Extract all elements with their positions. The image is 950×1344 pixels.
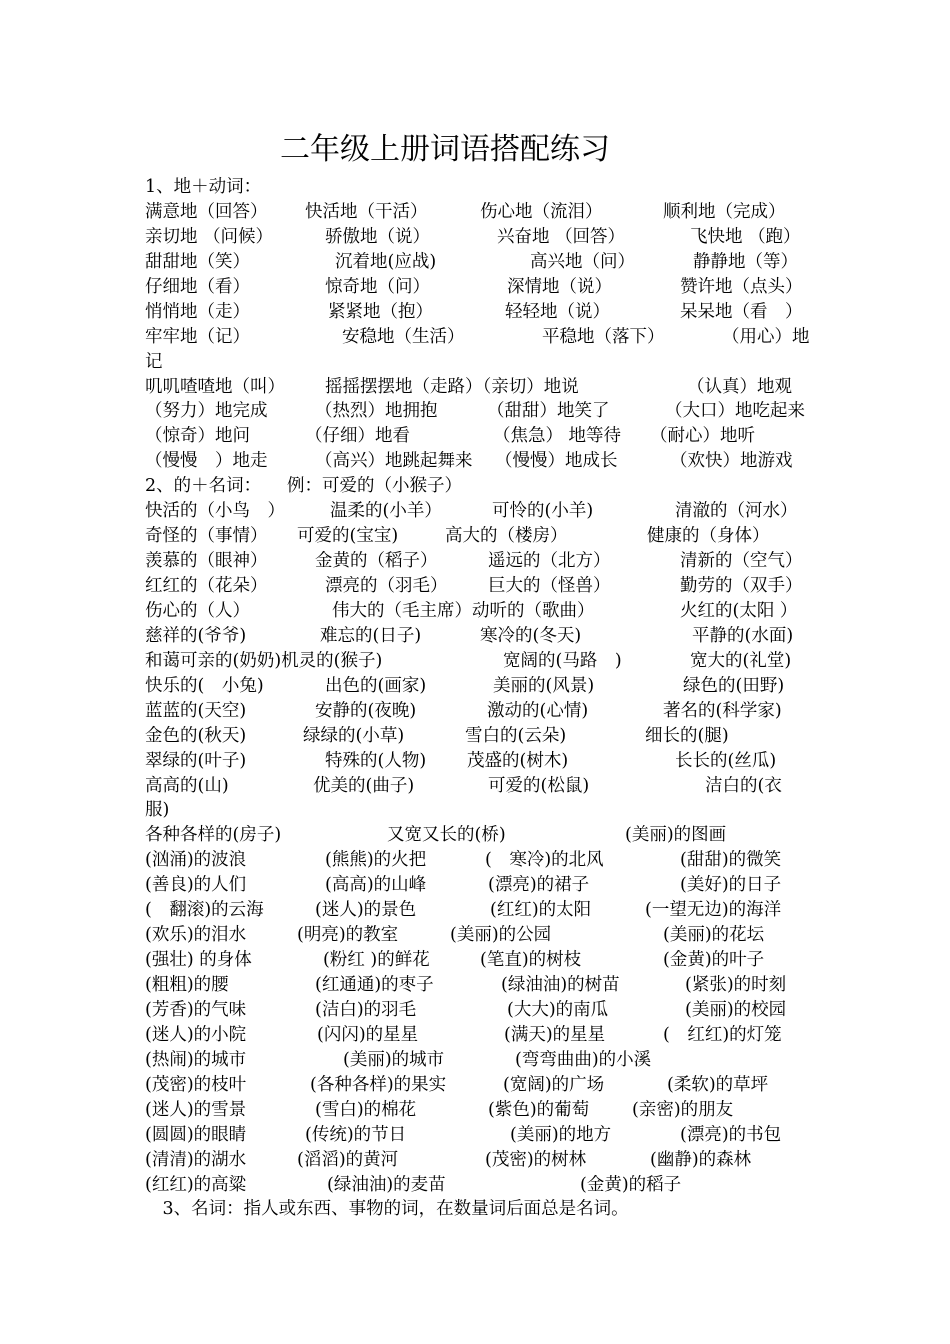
text-line (145, 200, 825, 225)
word-pair: (闪闪)的星星 (317, 1024, 419, 1045)
word-pair: 例：可爱的（小猴子） (287, 476, 462, 497)
word-pair: 清新的（空气） (680, 551, 803, 572)
word-pair: (红红)的太阳 (490, 900, 592, 921)
text-line (145, 873, 825, 898)
word-pair: 惊奇地（问） (325, 276, 430, 297)
word-pair: 骄傲地（说） (325, 226, 430, 247)
text-line (145, 1098, 825, 1123)
word-pair: (亲密)的朋友 (632, 1099, 734, 1120)
word-pair: （仔细）地看 (305, 426, 410, 447)
text-line (145, 325, 825, 350)
word-pair: 高高的(山) (145, 775, 229, 796)
text-line (145, 749, 825, 774)
text-line (145, 774, 825, 799)
word-pair: 寒冷的(冬天) (480, 625, 582, 646)
word-pair: 2、的＋名词： (145, 476, 262, 497)
word-pair: (茂密)的树林 (485, 1149, 587, 1170)
text-line (145, 375, 825, 400)
word-pair: 呆呆地（看 ） (680, 301, 803, 322)
word-pair: 茂盛的(树木) (467, 750, 569, 771)
word-pair: 羡慕的（眼神） (145, 551, 268, 572)
word-pair: (漂亮)的裙子 (488, 875, 590, 896)
word-pair: (美丽)的城市 (343, 1049, 445, 1070)
word-pair: 巨大的（怪兽） (488, 576, 611, 596)
text-line (145, 1173, 825, 1198)
word-pair: 伤心地（流泪） (480, 201, 603, 222)
word-pair: ( 红红)的灯笼 (663, 1024, 782, 1045)
text-line (145, 998, 825, 1023)
word-pair: 平稳地（落下） (542, 326, 665, 347)
text-line (145, 499, 825, 524)
word-pair: (金黄)的叶子 (663, 950, 765, 971)
word-pair: (汹涌)的波浪 (145, 850, 247, 871)
word-pair: 快活的（小鸟 ） (145, 501, 285, 522)
text-line (145, 948, 825, 973)
word-pair: 细长的(腿) (645, 725, 729, 746)
text-line (145, 823, 825, 848)
word-pair: (满天)的星星 (504, 1024, 606, 1045)
text-line (145, 674, 825, 699)
word-pair: (滔滔)的黄河 (297, 1149, 399, 1170)
word-pair: 叽叽喳喳地（叫） (145, 376, 285, 397)
word-pair: (漂亮)的书包 (680, 1124, 782, 1145)
text-line (145, 898, 825, 923)
word-pair: (迷人)的小院 (145, 1024, 247, 1045)
word-pair: 优美的(曲子) (313, 775, 415, 796)
word-pair: (迷人)的雪景 (145, 1099, 247, 1120)
word-pair: 摇摇摆摆地（走路）（亲切）地说 (325, 376, 579, 397)
text-line (145, 973, 825, 998)
word-pair: 可爱的(宝宝) (297, 526, 399, 547)
word-pair: (欢乐)的泪水 (145, 925, 247, 946)
word-pair: 快活地（干活） (305, 201, 428, 222)
text-line (145, 1197, 825, 1222)
word-pair: (甜甜)的微笑 (680, 850, 782, 871)
word-pair: 金黄的（稻子） (315, 551, 438, 572)
word-pair: 慈祥的(爷爷) (145, 625, 247, 646)
word-pair: 亲切地 （问候） (145, 226, 274, 247)
word-pair: (绿油油)的树苗 (501, 975, 620, 995)
word-pair: (美丽)的公园 (450, 925, 552, 946)
word-pair: 轻轻地（说） (505, 301, 610, 322)
word-pair: 和蔼可亲的(奶奶)机灵的(猴子) (145, 650, 383, 671)
word-pair: (迷人)的景色 (315, 900, 417, 921)
word-pair: （耐心）地听 (650, 426, 755, 447)
word-pair: (美丽)的图画 (625, 825, 727, 846)
word-pair: 奇怪的（事情） (145, 526, 268, 547)
word-pair: 漂亮的（羽毛） (325, 576, 448, 596)
page-title: 二年级上册词语搭配练习 (280, 132, 610, 167)
word-pair: (强壮) 的身体 (145, 950, 252, 971)
text-line (145, 798, 825, 823)
word-pair: 金色的(秋天) (145, 725, 247, 746)
text-line (145, 350, 825, 375)
word-pair: 温柔的(小羊） (330, 501, 442, 522)
word-pair: 出色的(画家) (325, 675, 427, 696)
word-pair: (美丽)的地方 (510, 1124, 612, 1145)
word-pair: 赞许地（点头） (680, 276, 803, 297)
text-line (145, 524, 825, 549)
text-line (145, 474, 825, 499)
word-pair: (热闹)的城市 (145, 1049, 247, 1070)
word-pair: (茂密)的枝叶 (145, 1074, 247, 1095)
exercise-body (145, 175, 825, 1222)
word-pair: (圆圆)的眼睛 (145, 1124, 247, 1145)
word-pair: 绿绿的(小草) (303, 725, 405, 746)
word-pair: 遥远的（北方） (488, 551, 611, 572)
text-line (145, 848, 825, 873)
word-pair: 甜甜地（笑） (145, 251, 250, 272)
word-pair: （大口）地吃起来 (665, 401, 805, 422)
text-line (145, 300, 825, 325)
word-pair: 宽大的(礼堂) (690, 650, 792, 671)
word-pair: 翠绿的(叶子) (145, 750, 247, 771)
word-pair: (高高)的山峰 (325, 875, 427, 896)
word-pair: （慢慢 ）地走 (145, 451, 268, 472)
word-pair: 牢牢地（记） (145, 326, 250, 347)
word-pair: 服) (145, 800, 170, 821)
word-pair: 绿色的(田野) (683, 675, 785, 696)
word-pair: (美丽)的花坛 (663, 925, 765, 946)
word-pair: 顺利地（完成） (663, 201, 786, 222)
word-pair: 难忘的(日子) (320, 625, 422, 646)
word-pair: (清清)的湖水 (145, 1149, 247, 1170)
word-pair: (红通通)的枣子 (315, 975, 434, 995)
text-line (145, 1148, 825, 1173)
word-pair: 紧紧地（抱） (328, 301, 433, 322)
word-pair: (传统)的节日 (305, 1124, 407, 1145)
word-pair: 蓝蓝的(天空) (145, 700, 247, 721)
word-pair: 3、名词：指人或东西、事物的词，在数量词后面总是名词。 (145, 1199, 629, 1220)
word-pair: 勤劳的（双手） (680, 576, 803, 596)
word-pair: 安稳地（生活） (342, 326, 465, 347)
word-pair: 快乐的( 小兔) (145, 675, 264, 696)
word-pair: (洁白)的羽毛 (315, 999, 417, 1020)
word-pair: 雪白的(云朵) (465, 725, 567, 746)
text-line (145, 699, 825, 724)
word-pair: 记 (145, 351, 163, 372)
word-pair: ( 寒冷)的北风 (485, 850, 604, 871)
word-pair: (熊熊)的火把 (325, 850, 427, 871)
text-line (145, 724, 825, 749)
text-line (145, 1123, 825, 1148)
word-pair: 清澈的（河水） (675, 501, 798, 522)
word-pair: (一望无边)的海洋 (645, 900, 782, 921)
word-pair: 可爱的(松鼠) (488, 775, 590, 796)
text-line (145, 923, 825, 948)
word-pair: (柔软)的草坪 (667, 1074, 769, 1095)
word-pair: 健康的（身体） (647, 526, 770, 547)
word-pair: 洁白的(衣 (705, 775, 782, 796)
word-pair: （高兴）地跳起舞来 (315, 451, 473, 472)
text-line (145, 275, 825, 300)
word-pair: （焦急） 地等待 (493, 426, 622, 447)
word-pair: 宽阔的(马路 ) (503, 650, 622, 671)
word-pair: （用心）地 (722, 326, 810, 347)
word-pair: (紧张)的时刻 (685, 975, 787, 995)
word-pair: 兴奋地 （回答） (497, 226, 626, 247)
word-pair: 满意地（回答） (145, 201, 268, 222)
word-pair: (绿油油)的麦苗 (327, 1174, 446, 1195)
word-pair: (美丽)的校园 (685, 999, 787, 1020)
word-pair: (紫色)的葡萄 (488, 1099, 590, 1120)
word-pair: （欢快）地游戏 (670, 451, 793, 472)
word-pair: 深情地（说） (507, 276, 612, 297)
word-pair: 高大的（楼房） (445, 526, 568, 547)
word-pair: 安静的(夜晚) (315, 700, 417, 721)
word-pair: (雪白)的棉花 (315, 1099, 417, 1120)
text-line (145, 599, 825, 624)
text-line (145, 1048, 825, 1073)
word-pair: 火红的(太阳 ） (680, 600, 798, 621)
text-line (145, 175, 825, 200)
word-pair: (宽阔)的广场 (503, 1074, 605, 1095)
word-pair: 著名的(科学家) (663, 700, 782, 721)
word-pair: 高兴地（问） (530, 251, 635, 272)
word-pair: 各种各样的(房子) (145, 825, 282, 846)
text-line (145, 549, 825, 574)
word-pair: (各种各样)的果实 (310, 1074, 447, 1095)
word-pair: 仔细地（看） (145, 276, 250, 297)
word-pair: 美丽的(风景) (493, 675, 595, 696)
word-pair: 又宽又长的(桥) (387, 825, 506, 846)
word-pair: 伤心的（人） (145, 600, 250, 621)
text-line (145, 574, 825, 599)
word-pair: (粉红 )的鲜花 (323, 950, 430, 971)
word-pair: ( 翻滚)的云海 (145, 900, 264, 921)
text-line (145, 649, 825, 674)
word-pair: (明亮)的教室 (297, 925, 399, 946)
word-pair: (粗粗)的腰 (145, 975, 229, 995)
word-pair: (金黄)的稻子 (580, 1174, 682, 1195)
word-pair: （努力）地完成 (145, 401, 268, 422)
word-pair: 1、地＋动词： (145, 177, 262, 197)
text-line (145, 1073, 825, 1098)
word-pair: 激动的(心情) (487, 700, 589, 721)
word-pair: (红红)的高粱 (145, 1174, 247, 1195)
word-pair: 红红的（花朵） (145, 576, 268, 596)
word-pair: （惊奇）地问 (145, 426, 250, 447)
word-pair: (弯弯曲曲)的小溪 (515, 1049, 652, 1070)
word-pair: 飞快地 （跑） (690, 226, 801, 247)
word-pair: 悄悄地（走） (145, 301, 250, 322)
word-pair: (幽静)的森林 (650, 1149, 752, 1170)
word-pair: 伟大的（毛主席）动听的（歌曲） (332, 600, 595, 621)
word-pair: (笔直)的树枝 (480, 950, 582, 971)
text-line (145, 424, 825, 449)
word-pair: 可怜的(小羊) (492, 501, 594, 522)
text-line (145, 225, 825, 250)
text-line (145, 624, 825, 649)
word-pair: (美好)的日子 (680, 875, 782, 896)
word-pair: 静静地（等） (693, 251, 798, 272)
word-pair: 特殊的(人物) (325, 750, 427, 771)
word-pair: （热烈）地拥抱 (315, 401, 438, 422)
word-pair: （认真）地观 (687, 376, 792, 397)
text-line (145, 250, 825, 275)
text-line (145, 449, 825, 474)
word-pair: (芳香)的气味 (145, 999, 247, 1020)
word-pair: 平静的(水面) (692, 625, 794, 646)
word-pair: （甜甜）地笑了 (487, 401, 610, 422)
text-line (145, 399, 825, 424)
word-pair: （慢慢）地成长 (495, 451, 618, 472)
word-pair: 沉着地(应战) (335, 251, 437, 272)
word-pair: (善良)的人们 (145, 875, 247, 896)
word-pair: 长长的(丝瓜) (675, 750, 777, 771)
text-line (145, 1023, 825, 1048)
word-pair: (大大)的南瓜 (507, 999, 609, 1020)
